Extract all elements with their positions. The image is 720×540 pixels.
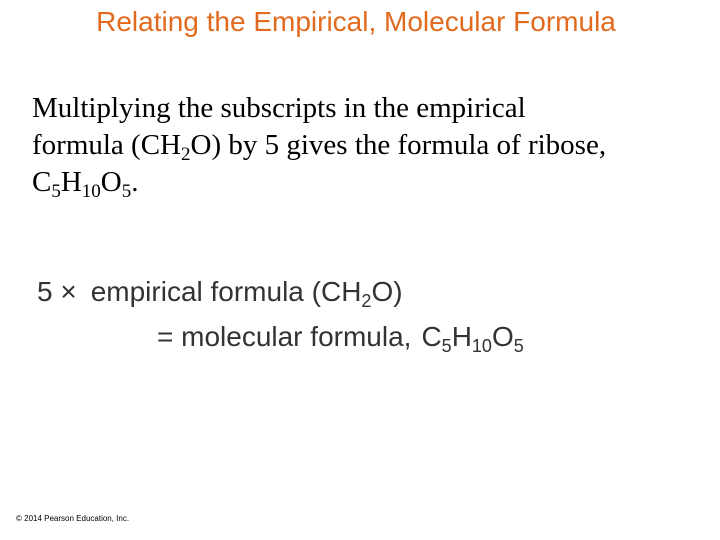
carbon-subscript: 5 — [51, 181, 61, 202]
equation-line-2 — [157, 321, 524, 356]
equation-ch2o-subscript: 2 — [361, 291, 372, 311]
body-paragraph — [32, 90, 606, 201]
multiplier: 5 × — [37, 276, 77, 307]
equation-oxygen-subscript: 5 — [513, 336, 524, 356]
slide-title: Relating the Empirical, Molecular Formula — [96, 6, 616, 37]
hydrogen-symbol: H — [60, 166, 82, 198]
ribose-formula — [32, 164, 606, 201]
oxygen-subscript: 5 — [121, 181, 132, 202]
equation-carbon-symbol: C — [421, 321, 442, 352]
ch2o-subscript: 2 — [181, 144, 191, 165]
molecular-formula-label: = molecular formula, — [157, 321, 412, 352]
equation-empirical-text: empirical formula (CH — [90, 276, 362, 307]
body-line-2-end: O) by 5 gives the formula of ribose, — [190, 129, 607, 161]
copyright-notice: © 2014 Pearson Education, Inc. — [16, 514, 130, 523]
equation-oxygen-symbol: O — [491, 321, 514, 352]
equation-hydrogen-subscript: 10 — [471, 336, 492, 356]
equation-carbon-subscript: 5 — [441, 336, 452, 356]
equation-hydrogen-symbol: H — [451, 321, 472, 352]
equation-line-1 — [37, 276, 403, 311]
oxygen-symbol: O — [100, 166, 122, 198]
body-line-2 — [32, 127, 606, 164]
hydrogen-subscript: 10 — [81, 181, 101, 202]
sentence-period: . — [131, 166, 139, 198]
body-line-1: Multiplying the subscripts in the empirical — [32, 92, 526, 124]
carbon-symbol: C — [32, 166, 52, 198]
equation-empirical-close: O) — [371, 276, 403, 307]
body-line-2-start: formula (CH — [32, 129, 181, 161]
